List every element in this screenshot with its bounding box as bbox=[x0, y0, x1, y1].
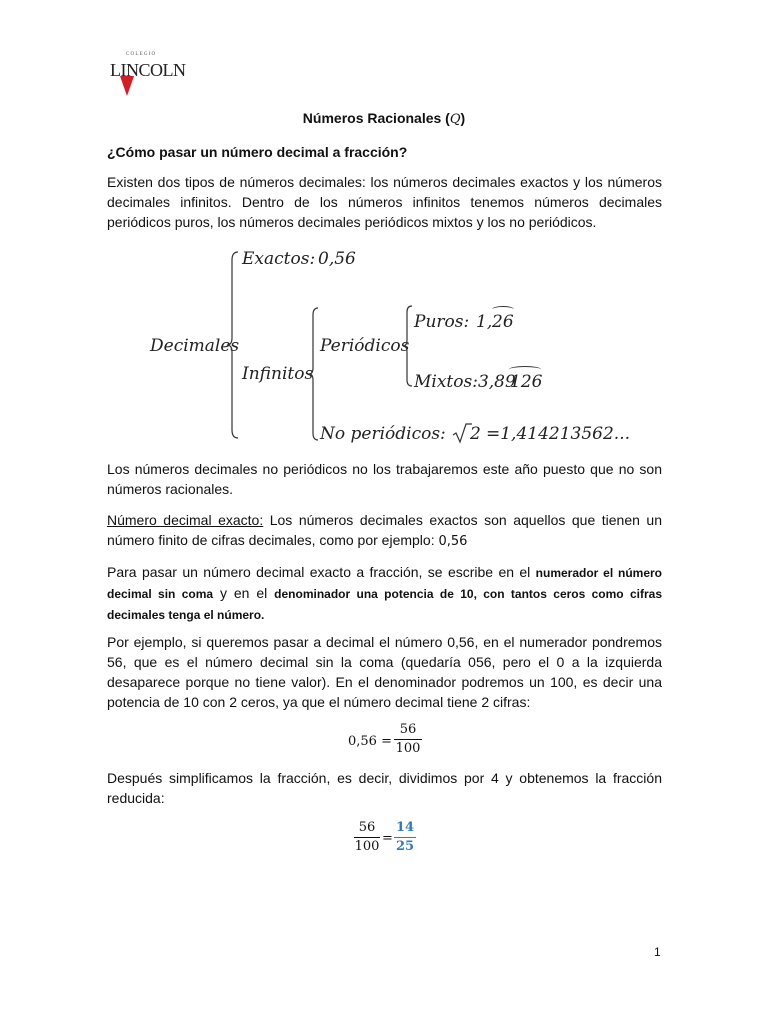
exact-decimal-definition bbox=[107, 510, 662, 552]
diagram-root-label: Decimales bbox=[150, 336, 240, 356]
title-symbol: Q bbox=[449, 112, 461, 127]
sqrt-value: =1,414213562... bbox=[486, 424, 631, 444]
rule-text-c: y en el bbox=[213, 585, 275, 601]
non-periodic-note: Los números decimales no periódicos no los trabajaremos este año puesto que no son números racionales. bbox=[107, 461, 662, 497]
exactos-label: Exactos: bbox=[242, 249, 316, 269]
equation-decimal-to-fraction bbox=[348, 722, 428, 762]
puros-period-arc-icon bbox=[492, 306, 514, 313]
mixtos-period-arc-icon bbox=[509, 366, 541, 373]
eq1-fraction-bar bbox=[394, 739, 422, 740]
equation-simplified bbox=[354, 820, 424, 860]
eq1-numerator: 56 bbox=[399, 722, 417, 737]
page-number: 1 bbox=[654, 945, 661, 959]
simplify-paragraph: Después simplificamos la fracción, es decir, dividimos por 4 y obtenemos la fracción reducida: bbox=[107, 770, 662, 806]
infinitos-label: Infinitos bbox=[242, 364, 314, 384]
sqrt-icon bbox=[452, 422, 472, 444]
mixtos-label: Mixtos:3,89 bbox=[414, 372, 516, 392]
eq1-denominator: 100 bbox=[395, 741, 421, 756]
section-question: ¿Cómo pasar un número decimal a fracción? bbox=[107, 144, 408, 160]
small-brace-icon bbox=[402, 304, 414, 388]
sqrt-radicand: 2 bbox=[470, 424, 481, 444]
title-close: ) bbox=[460, 110, 466, 126]
exact-decimal-heading: Número decimal exacto: bbox=[107, 512, 264, 528]
rule-text-a: Para pasar un número decimal exacto a fracción, se escribe en el bbox=[107, 564, 536, 580]
eq2-bar-reduced bbox=[394, 837, 416, 838]
conversion-rule-paragraph bbox=[107, 562, 662, 625]
title-text: Números Racionales ( bbox=[302, 110, 450, 126]
rule-bold-denominator: denominador una potencia de 10, con tantos ceros como cifras decimales tenga el número. bbox=[107, 587, 663, 622]
puros-period: 26 bbox=[492, 312, 514, 332]
no-periodicos-label: No periódicos: bbox=[320, 424, 446, 444]
eq2-fraction-reduced bbox=[394, 820, 416, 855]
periodicos-label: Periódicos bbox=[320, 336, 410, 356]
eq1-fraction bbox=[394, 722, 422, 757]
big-brace-icon bbox=[226, 250, 240, 440]
intro-paragraph: Existen dos tipos de números decimales: los números decimales exactos y los números decimales infinitos. Dentro de los números infinitos tenemos números decimales periódicos puros, los números decimales periódicos mixtos y los no periódicos. bbox=[107, 174, 662, 230]
eq2-fraction-original bbox=[354, 820, 380, 855]
eq2-equals: = bbox=[382, 831, 393, 846]
example-paragraph: Por ejemplo, si queremos pasar a decimal el número 0,56, en el numerador pondremos 56, que es el número decimal sin la coma (quedaría 056, pero el 0 a la izquierda desaparece porque no tiene valor). En el denominador podremos un 100, es decir una potencia de 10 con 2 ceros, ya que el número decimal tiene 2 cifras: bbox=[107, 634, 662, 710]
logo-word: LINCOLN bbox=[110, 60, 186, 80]
decimal-classification-diagram bbox=[0, 0, 768, 460]
eq2-numerator-reduced: 14 bbox=[395, 820, 415, 835]
eq2-denominator-reduced: 25 bbox=[395, 839, 415, 854]
eq1-left: 0,56 = bbox=[348, 734, 392, 749]
exactos-example: 0,56 bbox=[318, 249, 356, 269]
exact-decimal-example: 0,56 bbox=[438, 534, 468, 549]
puros-int: 1, bbox=[476, 312, 493, 332]
exact-decimal-text: Los números decimales exactos son aquellos que tienen un número finito de cifras decimales, como por ejemplo: bbox=[107, 512, 663, 548]
eq2-bar-original bbox=[354, 837, 380, 838]
eq2-denominator-original: 100 bbox=[354, 839, 380, 854]
medium-brace-icon bbox=[308, 306, 320, 442]
logo-top-text: COLEGIO bbox=[126, 52, 157, 57]
puros-label: Puros: bbox=[414, 312, 470, 332]
mixtos-period: 126 bbox=[510, 372, 543, 392]
eq2-numerator-original: 56 bbox=[358, 820, 376, 835]
rule-bold-numerator: numerador el número decimal sin coma bbox=[107, 566, 662, 601]
